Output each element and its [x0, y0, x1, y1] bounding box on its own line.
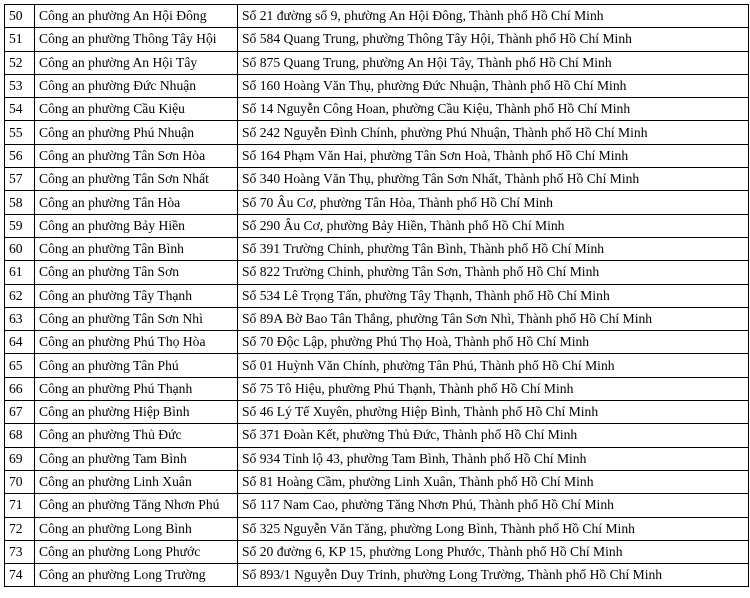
station-address: Số 81 Hoàng Cầm, phường Linh Xuân, Thành phố Hồ Chí Minh: [238, 470, 749, 493]
station-address: Số 14 Nguyễn Công Hoan, phường Cầu Kiệu, Thành phố Hồ Chí Minh: [238, 98, 749, 121]
table-row: [5, 191, 749, 214]
row-number: 74: [5, 564, 35, 587]
station-address: Số 822 Trường Chinh, phường Tân Sơn, Thành phố Hồ Chí Minh: [238, 261, 749, 284]
station-address: Số 160 Hoàng Văn Thụ, phường Đức Nhuận, Thành phố Hồ Chí Minh: [238, 74, 749, 97]
row-number: 59: [5, 214, 35, 237]
station-address: Số 164 Phạm Văn Hai, phường Tân Sơn Hoà, Thành phố Hồ Chí Minh: [238, 144, 749, 167]
row-number: 62: [5, 284, 35, 307]
station-address: Số 934 Tỉnh lộ 43, phường Tam Bình, Thành phố Hồ Chí Minh: [238, 447, 749, 470]
table-row: [5, 51, 749, 74]
row-number: 55: [5, 121, 35, 144]
row-number: 64: [5, 331, 35, 354]
station-name: Công an phường Tam Bình: [35, 447, 238, 470]
station-address: Số 391 Trường Chinh, phường Tân Bình, Thành phố Hồ Chí Minh: [238, 237, 749, 260]
station-address: Số 01 Huỳnh Văn Chính, phường Tân Phú, Thành phố Hồ Chí Minh: [238, 354, 749, 377]
row-number: 54: [5, 98, 35, 121]
row-number: 61: [5, 261, 35, 284]
station-name: Công an phường Long Trường: [35, 564, 238, 587]
table-row: [5, 470, 749, 493]
station-name: Công an phường Phú Thạnh: [35, 377, 238, 400]
row-number: 67: [5, 401, 35, 424]
table-row: [5, 121, 749, 144]
table-row: [5, 494, 749, 517]
station-address: Số 371 Đoàn Kết, phường Thủ Đức, Thành phố Hồ Chí Minh: [238, 424, 749, 447]
row-number: 50: [5, 5, 35, 28]
table-row: [5, 354, 749, 377]
row-number: 70: [5, 470, 35, 493]
table-row: [5, 564, 749, 587]
row-number: 56: [5, 144, 35, 167]
station-name: Công an phường Thủ Đức: [35, 424, 238, 447]
station-address: Số 875 Quang Trung, phường An Hội Tây, Thành phố Hồ Chí Minh: [238, 51, 749, 74]
table-row: [5, 237, 749, 260]
police-station-table: [4, 4, 749, 587]
station-address: Số 70 Âu Cơ, phường Tân Hòa, Thành phố Hồ Chí Minh: [238, 191, 749, 214]
station-name: Công an phường Tân Sơn Hòa: [35, 144, 238, 167]
station-address: Số 584 Quang Trung, phường Thông Tây Hội, Thành phố Hồ Chí Minh: [238, 28, 749, 51]
table-row: [5, 261, 749, 284]
station-address: Số 534 Lê Trọng Tấn, phường Tây Thạnh, Thành phố Hồ Chí Minh: [238, 284, 749, 307]
station-address: Số 290 Âu Cơ, phường Bảy Hiền, Thành phố Hồ Chí Minh: [238, 214, 749, 237]
station-address: Số 89A Bờ Bao Tân Thắng, phường Tân Sơn Nhì, Thành phố Hồ Chí Minh: [238, 307, 749, 330]
row-number: 73: [5, 540, 35, 563]
station-address: Số 340 Hoàng Văn Thụ, phường Tân Sơn Nhất, Thành phố Hồ Chí Minh: [238, 168, 749, 191]
station-address: Số 70 Độc Lập, phường Phú Thọ Hoà, Thành phố Hồ Chí Minh: [238, 331, 749, 354]
table-body: [5, 5, 749, 587]
station-name: Công an phường Phú Nhuận: [35, 121, 238, 144]
table-row: [5, 377, 749, 400]
station-name: Công an phường Hiệp Bình: [35, 401, 238, 424]
station-name: Công an phường Bảy Hiền: [35, 214, 238, 237]
row-number: 53: [5, 74, 35, 97]
table-row: [5, 144, 749, 167]
table-row: [5, 447, 749, 470]
station-name: Công an phường Tân Hòa: [35, 191, 238, 214]
row-number: 65: [5, 354, 35, 377]
row-number: 51: [5, 28, 35, 51]
row-number: 57: [5, 168, 35, 191]
table-row: [5, 168, 749, 191]
station-name: Công an phường Tân Sơn: [35, 261, 238, 284]
station-name: Công an phường Cầu Kiệu: [35, 98, 238, 121]
station-address: Số 75 Tô Hiệu, phường Phú Thạnh, Thành phố Hồ Chí Minh: [238, 377, 749, 400]
station-name: Công an phường Tân Phú: [35, 354, 238, 377]
station-name: Công an phường An Hội Tây: [35, 51, 238, 74]
row-number: 58: [5, 191, 35, 214]
table-row: [5, 28, 749, 51]
station-address: Số 46 Lý Tế Xuyên, phường Hiệp Bình, Thành phố Hồ Chí Minh: [238, 401, 749, 424]
row-number: 63: [5, 307, 35, 330]
station-name: Công an phường Tân Sơn Nhì: [35, 307, 238, 330]
table-row: [5, 214, 749, 237]
row-number: 52: [5, 51, 35, 74]
row-number: 66: [5, 377, 35, 400]
table-row: [5, 98, 749, 121]
station-name: Công an phường An Hội Đông: [35, 5, 238, 28]
table-row: [5, 5, 749, 28]
station-name: Công an phường Tăng Nhơn Phú: [35, 494, 238, 517]
table-row: [5, 401, 749, 424]
row-number: 71: [5, 494, 35, 517]
table-row: [5, 540, 749, 563]
station-address: Số 325 Nguyễn Văn Tăng, phường Long Bình, Thành phố Hồ Chí Minh: [238, 517, 749, 540]
station-name: Công an phường Long Phước: [35, 540, 238, 563]
row-number: 68: [5, 424, 35, 447]
table-row: [5, 331, 749, 354]
table-row: [5, 307, 749, 330]
station-name: Công an phường Phú Thọ Hòa: [35, 331, 238, 354]
station-name: Công an phường Tân Sơn Nhất: [35, 168, 238, 191]
table-row: [5, 517, 749, 540]
station-name: Công an phường Đức Nhuận: [35, 74, 238, 97]
station-name: Công an phường Tân Bình: [35, 237, 238, 260]
station-address: Số 242 Nguyễn Đình Chính, phường Phú Nhuận, Thành phố Hồ Chí Minh: [238, 121, 749, 144]
station-name: Công an phường Thông Tây Hội: [35, 28, 238, 51]
station-address: Số 21 đường số 9, phường An Hội Đông, Thành phố Hồ Chí Minh: [238, 5, 749, 28]
table-row: [5, 74, 749, 97]
table-row: [5, 284, 749, 307]
row-number: 72: [5, 517, 35, 540]
row-number: 69: [5, 447, 35, 470]
station-name: Công an phường Linh Xuân: [35, 470, 238, 493]
station-address: Số 893/1 Nguyễn Duy Trinh, phường Long Trường, Thành phố Hồ Chí Minh: [238, 564, 749, 587]
row-number: 60: [5, 237, 35, 260]
table-row: [5, 424, 749, 447]
station-address: Số 117 Nam Cao, phường Tăng Nhơn Phú, Thành phố Hồ Chí Minh: [238, 494, 749, 517]
station-name: Công an phường Long Bình: [35, 517, 238, 540]
station-name: Công an phường Tây Thạnh: [35, 284, 238, 307]
station-address: Số 20 đường 6, KP 15, phường Long Phước, Thành phố Hồ Chí Minh: [238, 540, 749, 563]
